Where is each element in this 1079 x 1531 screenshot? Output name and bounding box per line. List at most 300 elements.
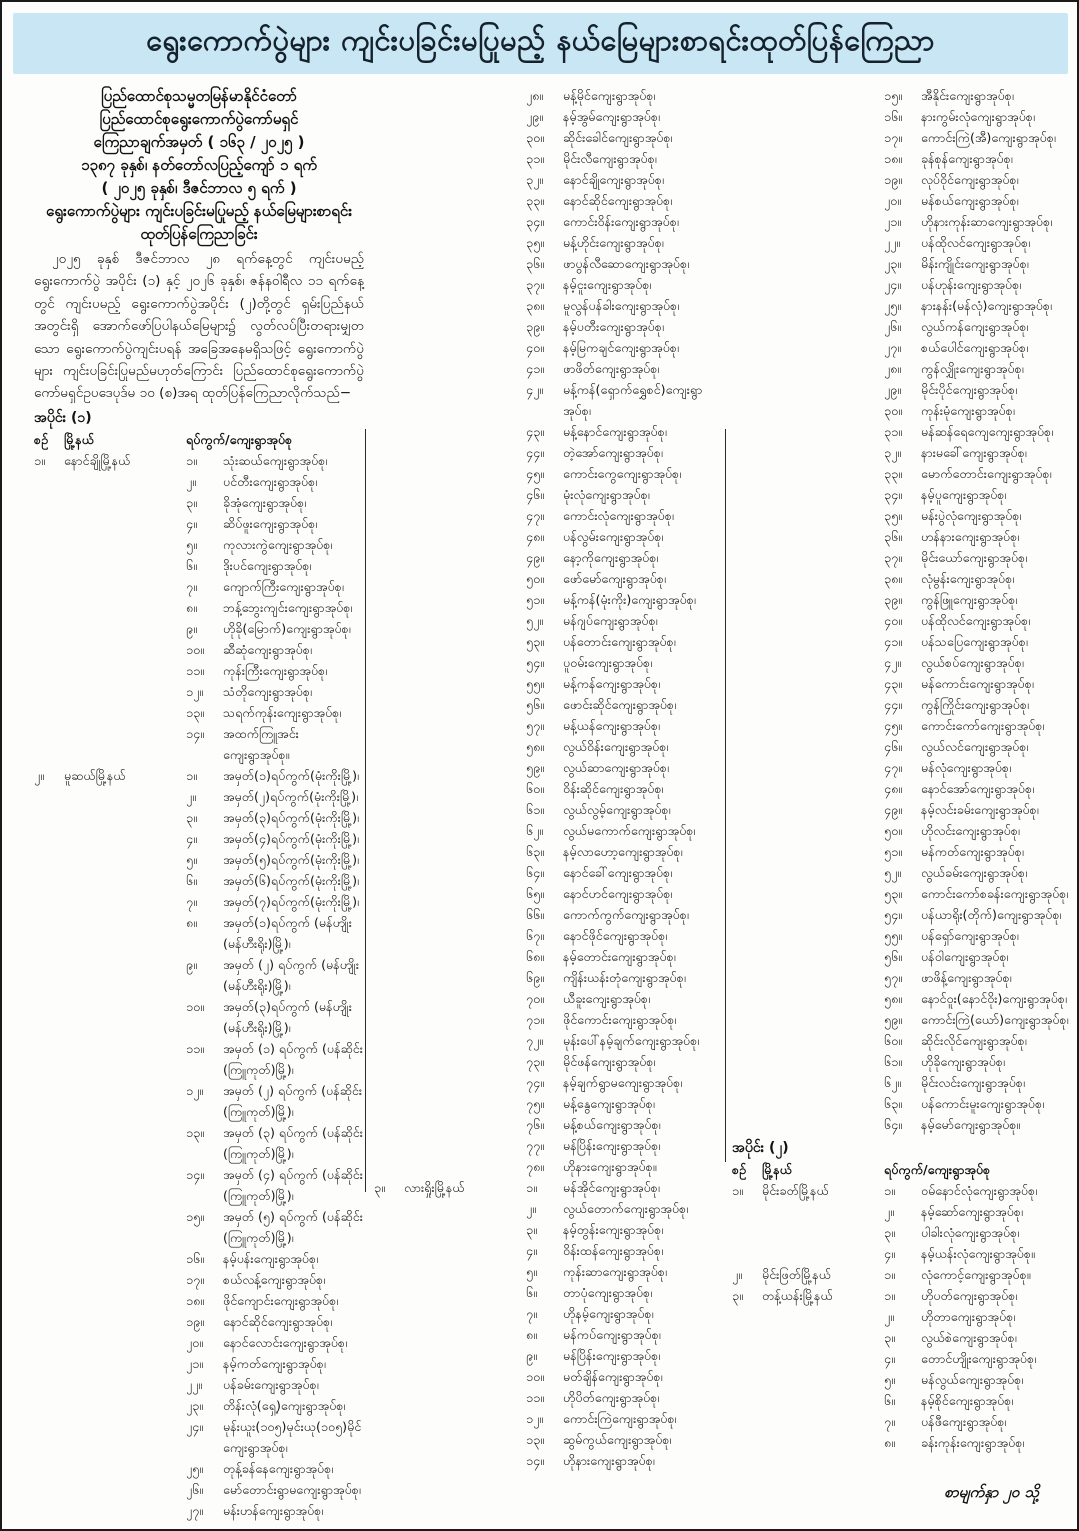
village-number: ၃။ [884, 1225, 895, 1240]
village-number: ၄၉။ [526, 550, 544, 565]
village-number: ၁၅။ [186, 1208, 204, 1224]
village-number: ၂၆။ [884, 319, 902, 334]
column-header-township: မြို့နယ် [762, 1162, 792, 1177]
village-name: ပန်သပြေကျေးရွာအုပ်စု၊ [921, 634, 1028, 649]
village-name: သုံးဆယ်ကျေးရွာအုပ်စု၊ [223, 452, 328, 468]
table-row [374, 505, 720, 526]
table-row [374, 589, 720, 610]
village-number: ၄၆။ [526, 487, 544, 502]
village-name: ကောင်းကွေကျေးရွာအုပ်စု၊ [563, 466, 682, 481]
table-row [732, 820, 1070, 841]
table-row [374, 169, 720, 190]
village-name: နမ့်စိုင်ကျေးရွာအုပ်စု၊ [921, 1393, 1014, 1408]
village-name: စယ်လန့်ကျေးရွာအုပ်စု၊ [223, 1271, 326, 1287]
table-row [374, 337, 720, 358]
table-row [374, 253, 720, 274]
table-row [374, 568, 720, 589]
village-name: ဟိုပတ်ကျေးရွာအုပ်စု၊ [921, 1288, 1018, 1303]
village-name: ဒိုးပင်ကျေးရွာအုပ်စု၊ [223, 557, 312, 573]
village-number: ၁၉။ [186, 1313, 204, 1329]
village-number: ၂၀။ [186, 1334, 204, 1350]
table-row [34, 807, 364, 828]
village-number: ၆၃။ [526, 844, 544, 859]
village-name: နမ့်လာဟော့ကျေးရွာအုပ်စု၊ [563, 844, 683, 859]
village-number: ၄၆။ [884, 739, 902, 754]
table-row [732, 673, 1070, 694]
table-row [34, 1290, 364, 1311]
column-header-ward: ရပ်ကွက်/ကျေးရွာအုပ်စု [884, 1162, 991, 1177]
table-row [374, 295, 720, 316]
village-name: ကောင်းကြဲကျေးရွာအုပ်စု၊ [563, 1411, 677, 1426]
table-row [374, 1324, 720, 1345]
village-name: နမ့်အွမ်ကျေးရွာအုပ်စု၊ [563, 109, 661, 124]
village-number: ၂၃။ [186, 1397, 204, 1413]
village-number: ၂၂။ [884, 235, 901, 250]
village-number: ၄၅။ [526, 466, 544, 481]
table-row [374, 463, 720, 484]
table-row [732, 1432, 1070, 1453]
village-number: ၁၁။ [526, 1390, 544, 1405]
village-name: ကျိန်းယန်းတုံကျေးရွာအုပ်စု၊ [563, 970, 686, 985]
list-column-1 [34, 450, 364, 1521]
table-row [34, 660, 364, 681]
village-name: ကုလားကွဲကျေးရွာအုပ်စု၊ [223, 536, 333, 552]
village-name: မူလွန်ပန်ခါးကျေးရွာအုပ်စု၊ [563, 298, 680, 313]
village-name: ကုန်းမုံကျေးရွာအုပ်စု၊ [921, 403, 1015, 418]
table-row [732, 715, 1070, 736]
table-row [374, 1408, 720, 1429]
village-number: ၇။ [526, 1306, 537, 1321]
table-row [374, 148, 720, 169]
announcement-date-gregorian: ( ၂၀၂၅ ခုနှစ်၊ ဒီဇင်ဘာလ ၅ ရက် ) [101, 179, 297, 197]
village-name: တဲ့အော်ကျေးရွာအုပ်စု၊ [563, 445, 663, 460]
table-row [34, 702, 364, 723]
township-name: လားရှိုးမြို့နယ် [404, 1180, 465, 1195]
table-row [34, 1458, 364, 1479]
village-number: ၅၄။ [884, 907, 902, 922]
village-name: မန့်ကန်ကျေးရွာအုပ်စု၊ [563, 676, 661, 691]
village-name: ဝိန်းဆိုင်ကျေးရွာအုပ်စု၊ [563, 781, 664, 796]
table-row [732, 169, 1070, 190]
table-row [34, 681, 364, 702]
table-row [374, 862, 720, 883]
table-row [374, 736, 720, 757]
table-row [732, 442, 1070, 463]
village-number: ၁၄။ [526, 1453, 544, 1468]
village-number: ၄၂။ [884, 655, 902, 670]
village-name: မန့်ဟိုင်းကျေးရွာအုပ်စု၊ [563, 235, 664, 250]
village-number: ၃၃။ [526, 193, 544, 208]
table-row [374, 799, 720, 820]
township-serial: ၁။ [732, 1183, 743, 1198]
village-number: ၆။ [186, 557, 197, 573]
table-row [374, 1072, 720, 1093]
table-row [732, 316, 1070, 337]
village-name: နောင်အော်ကျေးရွာအုပ်စု၊ [921, 781, 1035, 796]
table-row [374, 526, 720, 547]
village-name: ဖိုင်ကောင်းကျေးရွာအုပ်စု၊ [563, 1012, 677, 1027]
table-row [34, 1311, 364, 1332]
village-number: ၃၂။ [884, 445, 902, 460]
table-row [732, 337, 1070, 358]
table-row [374, 1177, 720, 1198]
table-row [34, 912, 364, 954]
village-number: ၂။ [884, 1309, 894, 1324]
village-number: ၅၉။ [526, 760, 544, 775]
table-row [732, 1093, 1070, 1114]
village-number: ၅။ [526, 1264, 537, 1279]
village-number: ၃၆။ [526, 256, 544, 271]
village-number: ၅၆။ [526, 697, 544, 712]
village-number: ၂။ [884, 1204, 894, 1219]
table-row [374, 1303, 720, 1324]
announcement-number: ကြေညာချက်အမှတ် ( ၁၆၃ / ၂၀၂၅ ) [93, 133, 305, 151]
village-number: ၁၉။ [884, 172, 902, 187]
column-2 [374, 85, 720, 1525]
table-row [374, 1366, 720, 1387]
village-number: ၄။ [526, 1243, 537, 1258]
village-name: အမှတ်(၃)ရပ်ကွက် (မန်ဟျိုး (မန်ဟီးရိုး)မြို့)၊ [223, 998, 352, 1035]
village-number: ၃။ [526, 1222, 537, 1237]
village-name: ကုန်းဆာကျေးရွာအုပ်စု၊ [563, 1264, 667, 1279]
village-name: ကောင်းကြဲ(အီ)ကျေးရွာအုပ်စု၊ [921, 130, 1056, 145]
table-row [34, 996, 364, 1038]
village-number: ၃၄။ [884, 487, 902, 502]
village-number: ၂၄။ [186, 1418, 204, 1434]
village-name: မန့်ကန်(မုံးကိုး)ကျေးရွာအုပ်စု၊ [563, 592, 696, 607]
village-name: လွယ်စပ်ကျေးရွာအုပ်စု၊ [921, 655, 1024, 670]
table-row [34, 1479, 364, 1500]
table-row [732, 1051, 1070, 1072]
village-name: ကုန်းကြီးကျေးရွာအုပ်စု၊ [223, 662, 328, 678]
village-number: ၄၇။ [884, 760, 902, 775]
village-number: ၇၈။ [526, 1159, 545, 1174]
village-number: ၆၃။ [884, 1096, 902, 1111]
village-name: မုံးလုံကျေးရွာအုပ်စု၊ [563, 487, 650, 502]
table-row [374, 232, 720, 253]
village-number: ၅၉။ [884, 1012, 902, 1027]
table-row [34, 471, 364, 492]
village-name: အမှတ်(၁)ရပ်ကွက် (မန်ဟျိုး (မန်ဟီးရိုး)မြို့)၊ [223, 914, 352, 951]
table-row [34, 870, 364, 891]
table-row [732, 883, 1070, 904]
village-number: ၅၈။ [526, 739, 545, 754]
village-name: နမ့်ပတီးကျေးရွာအုပ်စု၊ [563, 319, 664, 334]
table-row [732, 1201, 1070, 1222]
village-name: အမှတ် (၁) ရပ်ကွက် (ပန်ဆိုင်း (ကြူကုတ်)မြို့)၊ [223, 1040, 363, 1077]
village-number: ၄။ [186, 515, 197, 531]
column-divider-2 [725, 429, 726, 1162]
column-3 [732, 85, 1070, 1525]
village-number: ၇၄။ [526, 1075, 544, 1090]
village-number: ၁၂။ [526, 1411, 544, 1426]
village-number: ၃၁။ [526, 151, 544, 166]
village-name: သရက်ကုန်းကျေးရွာအုပ်စု၊ [223, 704, 342, 720]
table-row [732, 610, 1070, 631]
village-name: မန့်စယ်ကျေးရွာအုပ်စု၊ [563, 1117, 661, 1132]
village-name: နားမခေါ်ကျေးရွာအုပ်စု၊ [921, 445, 1027, 460]
table-row [732, 421, 1070, 442]
village-number: ၂၇။ [186, 1502, 204, 1518]
village-number: ၃၆။ [884, 529, 902, 544]
village-name: မန်ကောင်းကျေးရွာအုပ်စု၊ [921, 676, 1034, 691]
village-name: တိန်းလုံ(ရှေ့)ကျေးရွာအုပ်စု၊ [223, 1397, 346, 1413]
table-row [732, 232, 1070, 253]
township-name: တန့်ယန်းမြို့နယ် [762, 1288, 833, 1303]
table-row [374, 1114, 720, 1135]
village-number: ၃၀။ [884, 403, 902, 418]
village-number: ၂၉။ [884, 382, 902, 397]
table-row [732, 148, 1070, 169]
table-row [374, 778, 720, 799]
village-name: မန်ပြိန်းကျေးရွာအုပ်စု၊ [563, 1138, 661, 1153]
table-row [34, 450, 364, 471]
table-row [732, 295, 1070, 316]
column-header-ward: ရပ်ကွက်/ကျေးရွာအုပ်စု [186, 431, 293, 447]
table-row [732, 946, 1070, 967]
part2-table-header [732, 1159, 1070, 1180]
village-number: ၆။ [526, 1285, 537, 1300]
village-number: ၇၂။ [526, 1033, 544, 1048]
village-number: ၁။ [186, 452, 197, 468]
village-number: ၂၄။ [884, 277, 902, 292]
village-name: နားကွမ်းလုံကျေးရွာအုပ်စု၊ [921, 109, 1035, 124]
village-name: ပန်ဟုန်းကျေးရွာအုပ်စု၊ [921, 277, 1022, 292]
village-name: ပန်ထိုလင်ကျေးရွာအုပ်စု၊ [921, 235, 1031, 250]
village-name: ဟန်နားကျေးရွာအုပ်စု၊ [921, 529, 1020, 544]
village-number: ၆၁။ [526, 802, 544, 817]
village-name: အီနိုင်းကျေးရွာအုပ်စု၊ [921, 88, 1014, 103]
village-number: ၂၅။ [186, 1460, 204, 1476]
village-name: မန်အိုင်ကျေးရွာအုပ်စု၊ [563, 1180, 660, 1195]
table-row [34, 1353, 364, 1374]
village-name: ဆိုင်းလိုင်ကျေးရွာအုပ်စု၊ [921, 1033, 1027, 1048]
table-row [374, 274, 720, 295]
village-name: မန့်ယန်ကျေးရွာအုပ်စု၊ [563, 718, 661, 733]
village-name: ဖော်မော်ကျေးရွာအုပ်စု၊ [563, 571, 667, 586]
village-number: ၅၅။ [884, 928, 902, 943]
table-row [34, 492, 364, 513]
village-number: ၂၃။ [884, 256, 902, 271]
village-name: အမှတ်(၁)ရပ်ကွက်(မုံးကိုးမြို့)၊ [223, 767, 359, 783]
village-number: ၂။ [186, 473, 196, 489]
village-number: ၅၇။ [884, 970, 902, 985]
table-row [732, 862, 1070, 883]
village-name: နောင်လောင်းကျေးရွာအုပ်စု၊ [223, 1334, 348, 1350]
village-number: ၃။ [186, 809, 197, 825]
village-number: ၆၈။ [526, 949, 545, 964]
table-row [34, 1164, 364, 1206]
village-number: ၁၂။ [186, 1082, 204, 1098]
table-row [34, 954, 364, 996]
village-name: ပန်ယာရိုး(တိုက်)ကျေးရွာအုပ်စု၊ [921, 907, 1062, 922]
village-number: ၂၁။ [884, 214, 902, 229]
village-name: နမ့်တွန်းကျေးရွာအုပ်စု၊ [563, 1222, 664, 1237]
table-row [34, 513, 364, 534]
announcement-body: ၂၀၂၅ ခုနှစ် ဒီဇင်ဘာလ ၂၈ ရက်နေ့တွင် ကျင်းပမည့် ရွေးကောက်ပွဲ အပိုင်း (၁) နှင့် ၂၀၂၆ ခုနှစ်၊ ဇန်နဝါရီလ ၁၁ ရက်နေ့တွင် ကျင်းပမည့် ရွေးကောက်ပွဲအပိုင်း (၂)တို့တွင် ရှမ်းပြည်နယ်အတွင်းရှိ အောက်ဖော်ပြပါနယ်မြေများ၌ လွတ်လပ်ပြီးတရားမျှတသော ရွေးကောက်ပွဲကျင်းပရန် အခြေအနေမရှိသဖြင့် ရွေးကောက်ပွဲများ ကျင်းပခြင်းပြုမည်မဟုတ်ကြောင်း ပြည်ထောင်စုရွေးကောက်ပွဲ ကော်မရှင်ဥပဒေပုဒ်မ ၁၀ (စ)အရ ထုတ်ပြန်ကြေညာလိုက်သည်− [34, 251, 364, 402]
village-number: ၂၂။ [186, 1376, 203, 1392]
village-name: ပန်ခမ်းကျေးရွာအုပ်စု၊ [223, 1376, 319, 1392]
village-number: ၃။ [884, 1330, 895, 1345]
village-number: ၂၅။ [884, 298, 902, 313]
village-name: ဟိုနားကုန်းဆာကျေးရွာအုပ်စု၊ [921, 214, 1053, 229]
village-number: ၂၈။ [884, 361, 902, 376]
village-number: ၅၄။ [526, 655, 544, 670]
announcement-heading-line: ပြည်ထောင်စုသမ္မတမြန်မာနိုင်ငံတော် [101, 87, 297, 105]
table-row [374, 547, 720, 568]
village-name: ဟိုနားကျေးရွာအုပ်စု၊ [563, 1453, 655, 1468]
table-row [374, 1261, 720, 1282]
village-name: လုံကောင့်ကျေးရွာအုပ်စု။ [921, 1267, 1031, 1282]
village-name: ဟိုခိုကျေးရွာအုပ်စု၊ [921, 1054, 1005, 1069]
village-number: ၂၉။ [526, 109, 544, 124]
village-number: ၃၅။ [526, 235, 544, 250]
page-title-bar [13, 13, 1068, 74]
village-name: ဝိန်းထန်ကျေးရွာအုပ်စု၊ [563, 1243, 664, 1258]
village-name: မန်ကတ်ကျေးရွာအုပ်စု၊ [921, 844, 1024, 859]
table-row [732, 799, 1070, 820]
village-name: လွယ်ခမ်းကျေးရွာအုပ်စု၊ [921, 865, 1028, 880]
table-row [374, 85, 720, 106]
village-name: ဖာဖိတ်ကျေးရွာအုပ်စု၊ [563, 361, 660, 376]
village-name: လွယ်မကောက်ကျေးရွာအုပ်စု၊ [563, 823, 696, 838]
village-name: မန်ဂျပ်ကျေးရွာအုပ်စု၊ [563, 613, 658, 628]
part2-label: အပိုင်း (၂) [732, 1140, 789, 1156]
village-number: ၄၈။ [884, 781, 903, 796]
part1-table-header [34, 429, 364, 450]
village-name: လွယ်စဲကျေးရွာအုပ်စု၊ [921, 1330, 1017, 1345]
village-name: ပန်တောင်းကျေးရွာအုပ်စု၊ [563, 634, 676, 649]
village-number: ၄၂။ [526, 382, 544, 397]
table-row [34, 618, 364, 639]
village-name: သံတိုကျေးရွာအုပ်စု၊ [223, 683, 313, 699]
table-row [34, 1332, 364, 1353]
table-row [374, 106, 720, 127]
table-row [374, 1009, 720, 1030]
township-name: နောင်ချိုမြို့နယ် [64, 452, 131, 468]
village-number: ၂၈။ [526, 88, 544, 103]
village-name: ဖိုင်ကျောင်းကျေးရွာအုပ်စု၊ [223, 1292, 339, 1308]
table-row [34, 828, 364, 849]
village-number: ၄၄။ [526, 445, 544, 460]
table-row [732, 1264, 1070, 1285]
village-name: နားနန်း(မန်လုံ)ကျေးရွာအုပ်စု၊ [921, 298, 1053, 313]
village-name: ပန်လွမ်းကျေးရွာအုပ်စု၊ [563, 529, 664, 544]
table-row [374, 967, 720, 988]
table-row [732, 757, 1070, 778]
village-number: ၃၄။ [526, 214, 544, 229]
village-number: ၂။ [186, 788, 196, 804]
township-name: မူဆယ်မြို့နယ် [64, 767, 126, 783]
table-row [34, 1416, 364, 1458]
table-row [374, 652, 720, 673]
table-row [732, 1180, 1070, 1201]
table-row [732, 505, 1070, 526]
table-row [732, 778, 1070, 799]
table-row [732, 1072, 1070, 1093]
table-row [732, 1411, 1070, 1432]
village-name: လုံမွန်းကျေးရွာအုပ်စု၊ [921, 571, 1015, 586]
village-name: နောင်ဆိုင်ကျေးရွာအုပ်စု၊ [223, 1313, 333, 1329]
table-row [34, 786, 364, 807]
village-name: ကောက်ကွက်ကျေးရွာအုပ်စု၊ [563, 907, 689, 922]
township-serial: ၃။ [374, 1180, 385, 1195]
table-row [34, 1395, 364, 1416]
table-row [34, 765, 364, 786]
table-row [732, 190, 1070, 211]
part1-label: အပိုင်း (၁) [34, 409, 92, 426]
village-number: ၃၇။ [884, 550, 902, 565]
village-name: နမ့်ယန်းလုံကျေးရွာအုပ်စု။ [921, 1246, 1035, 1261]
village-name: လွယ်ဆာကျေးရွာအုပ်စု၊ [563, 760, 669, 775]
table-row [374, 841, 720, 862]
column-header-serial: စဉ် [34, 431, 49, 447]
village-name: အထက်ကြူအင်းကျေးရွာအုပ်စု။ [223, 725, 299, 762]
village-name: နမ့်မြကချင်ကျေးရွာအုပ်စု၊ [563, 340, 679, 355]
village-name: တုန့်ခန်နေကျေးရွာအုပ်စု၊ [223, 1460, 334, 1476]
village-number: ၅၁။ [526, 592, 544, 607]
village-number: ၁၅။ [884, 88, 902, 103]
table-row [374, 1282, 720, 1303]
table-row [732, 652, 1070, 673]
table-row [374, 442, 720, 463]
village-name: ကောင်းကော်စခန်းကျေးရွာအုပ်စု၊ [921, 886, 1069, 901]
village-number: ၇၃။ [526, 1054, 544, 1069]
village-name: နောင်ဖိုင်ကျေးရွာအုပ်စု၊ [563, 928, 668, 943]
village-name: ဆိုင်းခေါင်ကျေးရွာအုပ်စု၊ [563, 130, 673, 145]
table-row [732, 736, 1070, 757]
table-row [374, 988, 720, 1009]
village-number: ၅။ [186, 851, 197, 867]
village-name: မန်လုံကျေးရွာအုပ်စု၊ [921, 760, 1012, 775]
village-name: နမ့်တောင်းကျေးရွာအုပ်စု၊ [563, 949, 676, 964]
village-number: ၂၇။ [884, 340, 902, 355]
column-header-township: မြို့နယ် [64, 431, 94, 447]
village-name: အမှတ်(၅)ရပ်ကွက်(မုံးကိုးမြို့)၊ [223, 851, 359, 867]
village-name: လွယ်လင်ကျေးရွာအုပ်စု၊ [921, 739, 1029, 754]
village-number: ၉။ [186, 956, 197, 972]
table-row [374, 1219, 720, 1240]
village-name: မန်စယ်ကျေးရွာအုပ်စု၊ [921, 193, 1019, 208]
table-row [732, 379, 1070, 400]
table-row [374, 211, 720, 232]
announcement-date-myanmar: ၁၃၈၇ ခုနှစ်၊ နတ်တော်လပြည့်ကျော် ၁ ရက် [81, 156, 317, 174]
column-1 [34, 85, 364, 1525]
village-name: မန်းဟန်ကျေးရွာအုပ်စု၊ [223, 1502, 324, 1518]
table-row [732, 1369, 1070, 1390]
township-serial: ၁။ [34, 452, 45, 468]
village-number: ၁၀။ [526, 1369, 544, 1384]
village-name: ခန်းကုန်းကျေးရွာအုပ်စု၊ [921, 1435, 1025, 1450]
table-row [34, 1080, 364, 1122]
village-number: ၅၂။ [884, 865, 902, 880]
village-name: ဟိုခို(မြောက်)ကျေးရွာအုပ်စု၊ [223, 620, 351, 636]
village-number: ၅၃။ [526, 634, 544, 649]
village-name: ခုန်စုန်ကျေးရွာအုပ်စု၊ [921, 151, 1013, 166]
village-name: မန့်နွေကျေးရွာအုပ်စု၊ [563, 1096, 655, 1111]
village-number: ၄၄။ [884, 697, 902, 712]
village-name: မန့်ကန်(ရှောက်ရွှေစင်)ကျေးရွာ အုပ်စု၊ [563, 382, 703, 418]
table-row [732, 694, 1070, 715]
village-name: မန်ကပ်ကျေးရွာအုပ်စု၊ [563, 1327, 661, 1342]
village-number: ၆၀။ [526, 781, 544, 796]
table-row [732, 1390, 1070, 1411]
table-row [34, 1269, 364, 1290]
village-name: နမ့်ပန်းကျေးရွာအုပ်စု၊ [223, 1250, 319, 1266]
village-name: ဆိပ်ဖူးကျေးရွာအုပ်စု၊ [223, 515, 318, 531]
table-row [34, 576, 364, 597]
village-name: လွယ်ဝိန်းကျေးရွာအုပ်စု၊ [563, 739, 669, 754]
